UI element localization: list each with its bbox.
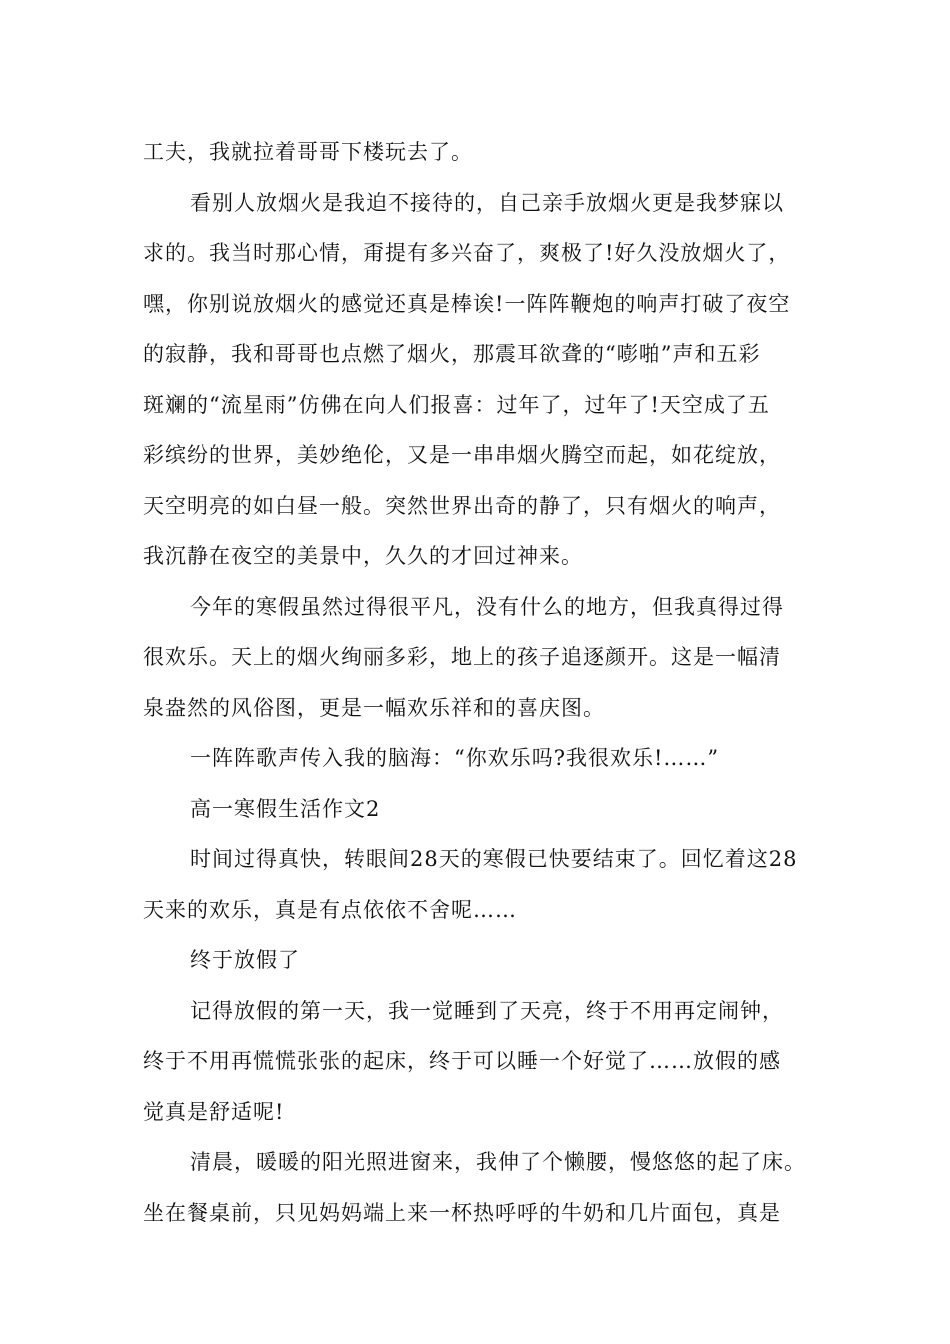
document-body: [143, 127, 823, 1238]
text-line: 一阵阵歌声传入我的脑海：“你欢乐吗?我很欢乐!……”: [190, 746, 720, 770]
text-line: 彩缤纷的世界，美妙绝伦，又是一串串烟火腾空而起，如花绽放，: [143, 443, 781, 467]
text-line: 斑斓的“流星雨”仿佛在向人们报喜：过年了，过年了!天空成了五: [143, 392, 770, 417]
text-line: 天空明亮的如白昼一般。突然世界出奇的静了，只有烟火的响声，: [143, 493, 781, 518]
text-line: 泉盎然的风俗图，更是一幅欢乐祥和的喜庆图。: [143, 695, 605, 720]
text-line: 求的。我当时那心情，甭提有多兴奋了，爽极了!好久没放烟火了，: [143, 241, 791, 265]
text-line: 工夫，我就拉着哥哥下楼玩去了。: [143, 140, 473, 164]
text-line: 我沉静在夜空的美景中，久久的才回过神来。: [143, 544, 583, 568]
text-line: 清晨，暖暖的阳光照进窗来，我伸了个懒腰，慢悠悠的起了床。: [190, 1150, 806, 1174]
text-line: 嘿，你别说放烟火的感觉还真是棒诶!一阵阵鞭炮的响声打破了夜空: [143, 291, 791, 316]
text-line: 记得放假的第一天，我一觉睡到了天亮，终于不用再定闹钟，: [190, 998, 784, 1023]
text-line: 看别人放烟火是我迫不接待的，自己亲手放烟火更是我梦寐以: [190, 190, 784, 215]
text-line: 很欢乐。天上的烟火绚丽多彩，地上的孩子追逐颜开。这是一幅清: [143, 645, 781, 669]
text-line: 终于不用再慌慌张张的起床，终于可以睡一个好觉了……放假的感: [143, 1049, 781, 1073]
text-line: 时间过得真快，转眼间28天的寒假已快要结束了。回忆着这28: [190, 847, 798, 871]
text-line: 终于放假了: [190, 948, 300, 972]
text-line: 天来的欢乐，真是有点依依不舍呢……: [143, 897, 517, 922]
text-line: 的寂静，我和哥哥也点燃了烟火，那震耳欲聋的“嘭啪”声和五彩: [143, 342, 761, 366]
text-line: 觉真是舒适呢!: [143, 1099, 285, 1124]
text-line: 高一寒假生活作文2: [190, 796, 381, 821]
text-line: 今年的寒假虽然过得很平凡，没有什么的地方，但我真得过得: [190, 594, 784, 619]
text-line: 坐在餐桌前，只见妈妈端上来一杯热呼呼的牛奶和几片面包，真是: [143, 1200, 781, 1225]
